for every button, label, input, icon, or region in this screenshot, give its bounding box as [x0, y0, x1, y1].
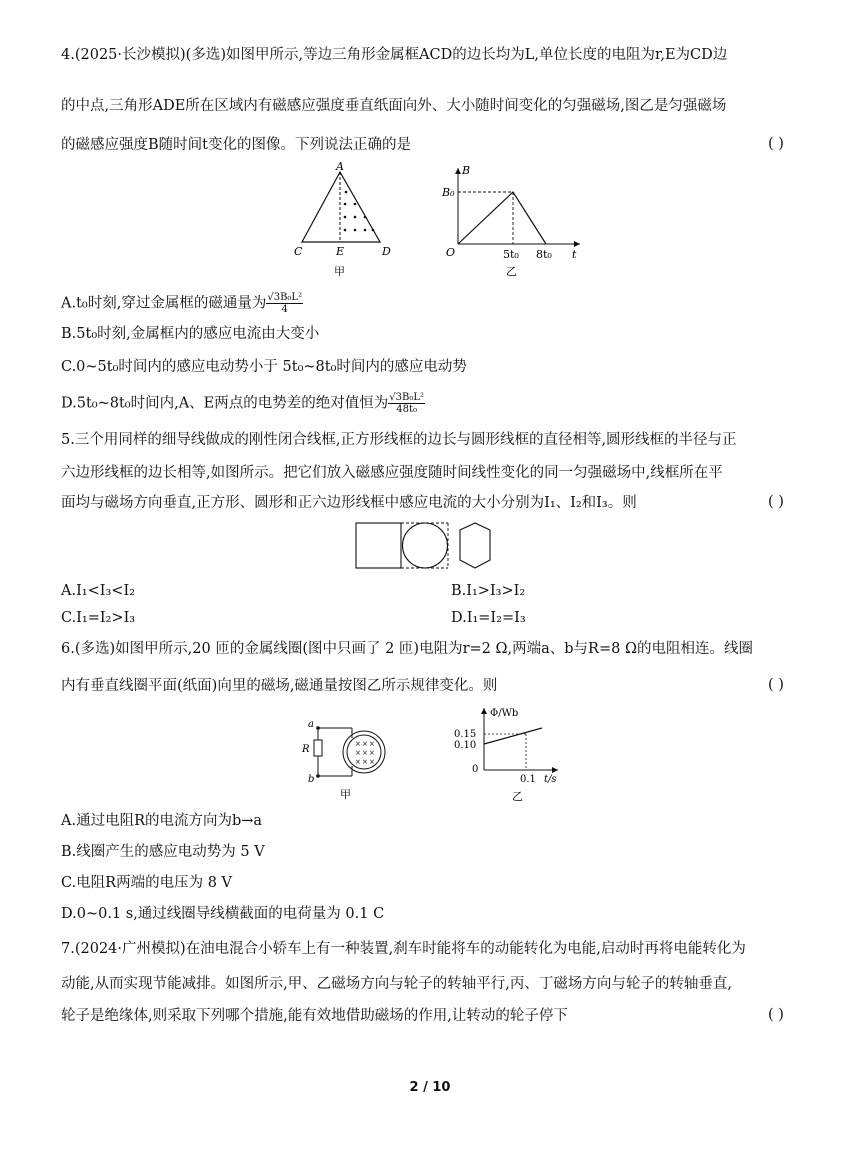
svg-text:×: × — [355, 758, 361, 766]
q4-caption-yi: 乙 — [506, 265, 517, 278]
q4-option-D-text: D.5t₀~8t₀时间内,A、E两点的电势差的绝对值恒为 — [61, 395, 389, 412]
q6-option-C[interactable]: C.电阻R两端的电压为 8 V — [61, 875, 233, 891]
q4-answer-blank: ( ) — [768, 136, 784, 152]
q6-label-010: 0.10 — [454, 740, 477, 751]
page-number: 2 / 10 — [409, 1080, 451, 1095]
svg-text:×: × — [355, 749, 361, 757]
q4-stem-line-2: 的中点,三角形ADE所在区域内有磁感应强度垂直纸面向外、大小随时间变化的匀强磁场,图乙是匀强磁场 — [61, 98, 727, 114]
q7-stem-line-1: 7.(2024·广州模拟)在油电混合小轿车上有一种装置,刹车时能将车的动能转化为电能,启动时再将电能转化为 — [61, 941, 746, 957]
svg-text:×: × — [362, 758, 368, 766]
q4-label-E: E — [336, 245, 345, 258]
q5-option-B[interactable]: B.I₁>I₃>I₂ — [451, 583, 526, 599]
q6-label-b: b — [308, 774, 315, 785]
q4-label-5t0: 5t₀ — [503, 248, 519, 261]
svg-text:×: × — [362, 740, 368, 748]
svg-text:×: × — [369, 749, 375, 757]
q6-figure-circuit — [296, 718, 396, 802]
q4-option-A-denominator: 4 — [281, 304, 288, 315]
q5-option-C[interactable]: C.I₁=I₂>I₃ — [61, 610, 136, 626]
q4-option-D-denominator: 48t₀ — [396, 404, 418, 415]
q6-label-phi: Φ/Wb — [490, 708, 519, 719]
q7-answer-blank: ( ) — [768, 1007, 784, 1023]
q7-stem-line-3: 轮子是绝缘体,则采取下列哪个措施,能有效地借助磁场的作用,让转动的轮子停下 — [61, 1008, 568, 1024]
q5-stem-line-3: 面均与磁场方向垂直,正方形、圆形和正六边形线框中感应电流的大小分别为I₁、I₂和I₃。则 — [61, 495, 637, 511]
q4-stem-line-3: 的磁感应强度B随时间t变化的图像。下列说法正确的是 — [61, 137, 411, 153]
svg-text:×: × — [369, 758, 375, 766]
q4-figure-triangle — [290, 162, 400, 280]
q4-label-A: A — [336, 162, 344, 173]
q6-answer-blank: ( ) — [768, 677, 784, 693]
q4-label-B: B — [462, 164, 471, 177]
q4-label-C: C — [294, 245, 303, 258]
q6-stem-line-1: 6.(多选)如图甲所示,20 匝的金属线圈(图中只画了 2 匝)电阻为r=2 Ω,两端a、b与R=8 Ω的电阻相连。线圈 — [61, 641, 753, 657]
q4-label-D: D — [382, 245, 391, 258]
q4-label-O: O — [446, 246, 456, 259]
q4-caption-jia: 甲 — [334, 265, 345, 278]
q6-caption-jia: 甲 — [340, 788, 351, 801]
q4-option-D-numerator: √3B₀L² — [389, 392, 425, 403]
q5-figure-frames — [352, 520, 512, 572]
q6-label-0: 0 — [472, 764, 479, 775]
q6-label-a: a — [308, 719, 314, 730]
svg-text:×: × — [362, 749, 368, 757]
q5-option-A[interactable]: A.I₁<I₃<I₂ — [61, 583, 136, 599]
q5-circle-frame — [403, 523, 448, 568]
q4-option-A-text: A.t₀时刻,穿过金属框的磁通量为 — [61, 295, 267, 312]
q4-option-A-numerator: √3B₀L² — [267, 292, 303, 303]
q5-option-D[interactable]: D.I₁=I₂=I₃ — [451, 610, 526, 626]
q4-option-A-fraction — [266, 292, 303, 315]
q4-label-B0: B₀ — [442, 186, 455, 199]
q4-option-D[interactable] — [61, 392, 425, 415]
q6-option-B[interactable]: B.线圈产生的感应电动势为 5 V — [61, 844, 265, 860]
q4-option-B[interactable]: B.5t₀时刻,金属框内的感应电流由大变小 — [61, 326, 320, 342]
q4-label-8t0: 8t₀ — [536, 248, 552, 261]
svg-text:×: × — [355, 740, 361, 748]
q5-stem-line-2: 六边形线框的边长相等,如图所示。把它们放入磁感应强度随时间线性变化的同一匀强磁场中,线框所在平 — [61, 465, 723, 481]
q5-answer-blank: ( ) — [768, 494, 784, 510]
svg-text:×: × — [369, 740, 375, 748]
q4-option-C[interactable]: C.0~5t₀时间内的感应电动势小于 5t₀~8t₀时间内的感应电动势 — [61, 359, 467, 375]
q4-label-t: t — [572, 248, 577, 261]
q6-label-ts: t/s — [544, 774, 557, 785]
q5-stem-line-1: 5.三个用同样的细导线做成的刚性闭合线框,正方形线框的边长与圆形线框的直径相等,圆形线框的半径与正 — [61, 432, 737, 448]
q6-label-01: 0.1 — [520, 774, 536, 785]
q5-hexagon-frame — [460, 523, 490, 568]
q4-option-A[interactable] — [61, 292, 303, 315]
q6-option-A[interactable]: A.通过电阻R的电流方向为b→a — [61, 813, 263, 829]
q4-stem-line-1: 4.(2025·长沙模拟)(多选)如图甲所示,等边三角形金属框ACD的边长均为L,单位长度的电阻为r,E为CD边 — [61, 47, 728, 63]
q7-stem-line-2: 动能,从而实现节能减排。如图所示,甲、乙磁场方向与轮子的转轴平行,丙、丁磁场方向与轮子的转轴垂直, — [61, 976, 732, 992]
q6-option-D[interactable]: D.0~0.1 s,通过线圈导线横截面的电荷量为 0.1 C — [61, 906, 385, 922]
q6-stem-line-2: 内有垂直线圈平面(纸面)向里的磁场,磁通量按图乙所示规律变化。则 — [61, 678, 498, 694]
q4-figure-graph — [440, 162, 590, 280]
q6-caption-yi: 乙 — [512, 790, 523, 803]
q6-label-R: R — [302, 744, 310, 755]
q4-option-D-fraction — [388, 392, 425, 415]
q6-label-015: 0.15 — [454, 729, 477, 740]
q5-square-frame — [356, 523, 401, 568]
q6-figure-graph — [448, 704, 568, 804]
